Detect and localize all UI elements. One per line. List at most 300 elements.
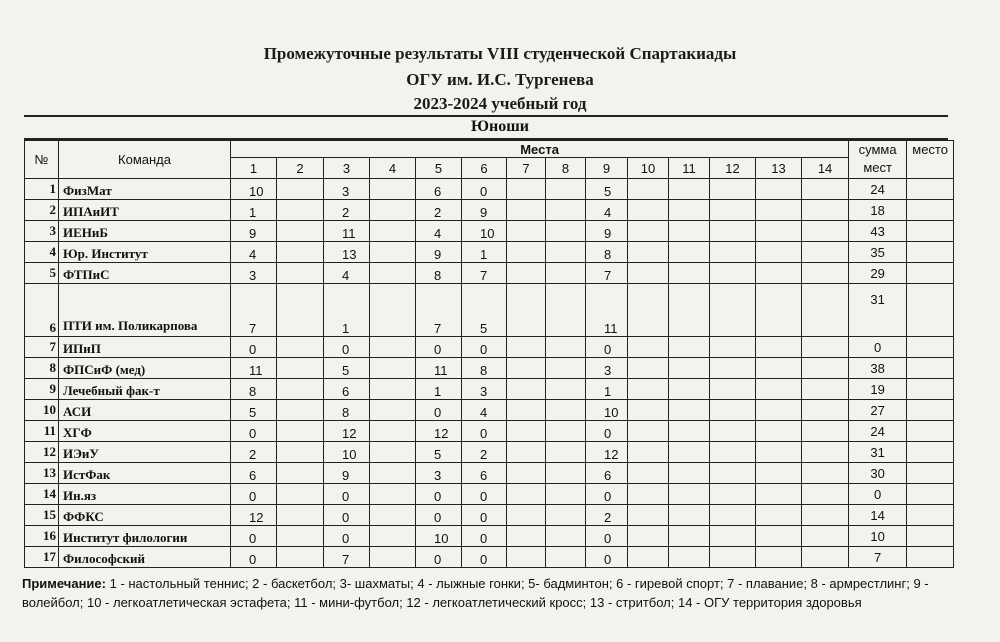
- place-cell: [507, 242, 546, 263]
- row-number: 3: [25, 221, 59, 242]
- place-cell: [507, 547, 546, 568]
- final-place-cell: [907, 547, 954, 568]
- place-cell: 12: [586, 442, 628, 463]
- col-header-sum-line-2: мест: [863, 160, 892, 175]
- place-cell: [370, 547, 416, 568]
- sum-cell: 7: [849, 547, 907, 568]
- place-cell: 6: [416, 179, 462, 200]
- row-number: 7: [25, 337, 59, 358]
- place-cell: 7: [586, 263, 628, 284]
- place-cell: [546, 284, 586, 337]
- place-cell: [628, 505, 669, 526]
- place-cell: [756, 526, 802, 547]
- place-cell: 1: [462, 242, 507, 263]
- place-cell: 0: [462, 337, 507, 358]
- place-cell: [546, 337, 586, 358]
- team-name: ИПиП: [59, 337, 231, 358]
- col-header-places: Места: [231, 141, 849, 158]
- place-cell: 10: [586, 400, 628, 421]
- sum-cell: 30: [849, 463, 907, 484]
- place-cell: [802, 379, 849, 400]
- sum-cell: 27: [849, 400, 907, 421]
- place-cell: [756, 358, 802, 379]
- place-cell: [546, 358, 586, 379]
- place-cell: [507, 284, 546, 337]
- team-name: ИЕНиБ: [59, 221, 231, 242]
- place-cell: [802, 358, 849, 379]
- place-cell: [756, 242, 802, 263]
- place-cell: [756, 463, 802, 484]
- place-cell: 0: [416, 505, 462, 526]
- document-title-line-2: ОГУ им. И.С. Тургенева: [406, 70, 594, 89]
- place-cell: [277, 505, 324, 526]
- place-cell: [277, 379, 324, 400]
- place-cell: 5: [586, 179, 628, 200]
- place-cell: [546, 242, 586, 263]
- final-place-cell: [907, 358, 954, 379]
- table-row: [25, 421, 954, 442]
- place-cell: [756, 200, 802, 221]
- place-cell: [802, 505, 849, 526]
- col-header-team: Команда: [59, 141, 231, 179]
- place-cell: 11: [324, 221, 370, 242]
- sum-cell: 19: [849, 379, 907, 400]
- footnote-text: 1 - настольный теннис; 2 - баскетбол; 3- шахматы; 4 - лыжные гонки; 5- бадминтон; 6 - гиревой спорт; 7 - плавание; 8 - армрестлинг; 9 - волейбол; 10 - легкоатлетическая эстафета; 11 - мини-футбол; 12 - легкоатлетический кросс; 13 - стритбол; 14 - ОГУ территория здоровья: [22, 576, 929, 610]
- place-cell: [370, 263, 416, 284]
- place-cell: [669, 284, 710, 337]
- place-cell: [546, 179, 586, 200]
- place-cell: [710, 400, 756, 421]
- table-row: [25, 358, 954, 379]
- place-cell: 6: [462, 463, 507, 484]
- place-cell: 0: [586, 421, 628, 442]
- final-place-cell: [907, 526, 954, 547]
- place-cell: [546, 505, 586, 526]
- place-cell: 0: [462, 179, 507, 200]
- sport-number-header: 6: [462, 158, 507, 179]
- place-cell: [628, 221, 669, 242]
- final-place-cell: [907, 463, 954, 484]
- team-name: Философский: [59, 547, 231, 568]
- place-cell: [546, 442, 586, 463]
- place-cell: [370, 400, 416, 421]
- place-cell: [370, 179, 416, 200]
- place-cell: [669, 442, 710, 463]
- place-cell: 5: [462, 284, 507, 337]
- place-cell: [507, 179, 546, 200]
- sum-cell: 31: [849, 442, 907, 463]
- place-cell: 2: [324, 200, 370, 221]
- place-cell: 7: [462, 263, 507, 284]
- place-cell: 0: [586, 337, 628, 358]
- place-cell: [669, 547, 710, 568]
- place-cell: [710, 242, 756, 263]
- place-cell: [628, 200, 669, 221]
- table-row: [25, 526, 954, 547]
- place-cell: [669, 263, 710, 284]
- place-cell: [370, 463, 416, 484]
- sum-cell: 24: [849, 421, 907, 442]
- row-number: 5: [25, 263, 59, 284]
- final-place-cell: [907, 263, 954, 284]
- table-row: [25, 263, 954, 284]
- place-cell: [710, 263, 756, 284]
- place-cell: [710, 379, 756, 400]
- table-row: [25, 505, 954, 526]
- place-cell: [546, 463, 586, 484]
- place-cell: 13: [324, 242, 370, 263]
- place-cell: [370, 337, 416, 358]
- place-cell: [710, 337, 756, 358]
- place-cell: 9: [324, 463, 370, 484]
- sport-number-header: 8: [546, 158, 586, 179]
- place-cell: 12: [416, 421, 462, 442]
- team-name: ФПСиФ (мед): [59, 358, 231, 379]
- table-row: [25, 200, 954, 221]
- team-name: ФизМат: [59, 179, 231, 200]
- place-cell: [370, 358, 416, 379]
- place-cell: 1: [231, 200, 277, 221]
- sport-number-header: 14: [802, 158, 849, 179]
- place-cell: [507, 200, 546, 221]
- sport-number-header: 12: [710, 158, 756, 179]
- sum-cell: 14: [849, 505, 907, 526]
- place-cell: 3: [416, 463, 462, 484]
- place-cell: 2: [462, 442, 507, 463]
- final-place-cell: [907, 337, 954, 358]
- place-cell: 2: [416, 200, 462, 221]
- place-cell: 7: [231, 284, 277, 337]
- place-cell: [277, 337, 324, 358]
- place-cell: [546, 379, 586, 400]
- place-cell: 0: [324, 484, 370, 505]
- place-cell: [628, 242, 669, 263]
- place-cell: [628, 484, 669, 505]
- place-cell: 0: [462, 421, 507, 442]
- table-row: [25, 379, 954, 400]
- place-cell: [277, 284, 324, 337]
- place-cell: [756, 547, 802, 568]
- table-row: [25, 547, 954, 568]
- row-number: 13: [25, 463, 59, 484]
- document-title-line-1: Промежуточные результаты VIII студенческой Спартакиады: [263, 44, 737, 63]
- place-cell: [669, 379, 710, 400]
- table-row: [25, 242, 954, 263]
- place-cell: 7: [416, 284, 462, 337]
- place-cell: [370, 379, 416, 400]
- row-number: 16: [25, 526, 59, 547]
- place-cell: 8: [462, 358, 507, 379]
- place-cell: [277, 421, 324, 442]
- place-cell: [277, 526, 324, 547]
- place-cell: [370, 284, 416, 337]
- place-cell: [277, 400, 324, 421]
- table-row: [25, 442, 954, 463]
- place-cell: 11: [231, 358, 277, 379]
- col-header-sum-line-1: сумма: [858, 142, 897, 157]
- place-cell: 9: [586, 221, 628, 242]
- sum-cell: 31: [849, 284, 907, 337]
- place-cell: [669, 505, 710, 526]
- place-cell: 0: [586, 547, 628, 568]
- place-cell: [277, 484, 324, 505]
- team-name: Институт филологии: [59, 526, 231, 547]
- place-cell: 11: [586, 284, 628, 337]
- place-cell: 1: [586, 379, 628, 400]
- place-cell: [507, 263, 546, 284]
- place-cell: [669, 242, 710, 263]
- place-cell: [507, 463, 546, 484]
- place-cell: 4: [324, 263, 370, 284]
- final-place-cell: [907, 484, 954, 505]
- table-row: [25, 284, 954, 337]
- place-cell: [802, 442, 849, 463]
- sum-cell: 35: [849, 242, 907, 263]
- sum-cell: 0: [849, 337, 907, 358]
- final-place-cell: [907, 179, 954, 200]
- place-cell: [628, 284, 669, 337]
- place-cell: [507, 400, 546, 421]
- footnote-label: Примечание:: [22, 576, 106, 591]
- place-cell: [370, 421, 416, 442]
- row-number: 1: [25, 179, 59, 200]
- place-cell: [507, 442, 546, 463]
- place-cell: 10: [462, 221, 507, 242]
- place-cell: [756, 221, 802, 242]
- place-cell: [628, 526, 669, 547]
- place-cell: [802, 463, 849, 484]
- place-cell: [546, 421, 586, 442]
- place-cell: 8: [231, 379, 277, 400]
- sum-cell: 29: [849, 263, 907, 284]
- place-cell: 0: [416, 484, 462, 505]
- row-number: 9: [25, 379, 59, 400]
- divider: [24, 115, 948, 117]
- place-cell: [669, 400, 710, 421]
- place-cell: [802, 221, 849, 242]
- place-cell: [277, 263, 324, 284]
- place-cell: [546, 484, 586, 505]
- place-cell: [802, 284, 849, 337]
- sum-cell: 38: [849, 358, 907, 379]
- place-cell: [756, 284, 802, 337]
- sport-number-header: 1: [231, 158, 277, 179]
- team-name: ИЭиУ: [59, 442, 231, 463]
- sum-cell: 24: [849, 179, 907, 200]
- sport-number-header: 2: [277, 158, 324, 179]
- place-cell: [277, 200, 324, 221]
- place-cell: 1: [324, 284, 370, 337]
- final-place-cell: [907, 442, 954, 463]
- place-cell: [710, 505, 756, 526]
- place-cell: [669, 526, 710, 547]
- sport-number-header: 3: [324, 158, 370, 179]
- place-cell: [277, 463, 324, 484]
- place-cell: [669, 200, 710, 221]
- team-name: ИПАиИТ: [59, 200, 231, 221]
- place-cell: [802, 526, 849, 547]
- place-cell: [628, 400, 669, 421]
- place-cell: [277, 442, 324, 463]
- team-name: Ин.яз: [59, 484, 231, 505]
- place-cell: 0: [462, 505, 507, 526]
- sport-number-header: 13: [756, 158, 802, 179]
- place-cell: [628, 358, 669, 379]
- section-subtitle: Юноши: [471, 118, 529, 135]
- place-cell: 10: [231, 179, 277, 200]
- place-cell: [710, 179, 756, 200]
- place-cell: [710, 421, 756, 442]
- sport-number-header: 7: [507, 158, 546, 179]
- place-cell: 0: [416, 337, 462, 358]
- table-row: [25, 400, 954, 421]
- place-cell: 4: [416, 221, 462, 242]
- place-cell: 0: [586, 484, 628, 505]
- place-cell: [507, 526, 546, 547]
- col-header-place: место: [907, 141, 954, 179]
- place-cell: 0: [324, 337, 370, 358]
- final-place-cell: [907, 505, 954, 526]
- place-cell: [756, 400, 802, 421]
- place-cell: [710, 221, 756, 242]
- place-cell: [628, 379, 669, 400]
- place-cell: [710, 284, 756, 337]
- place-cell: [669, 421, 710, 442]
- place-cell: [546, 221, 586, 242]
- place-cell: [628, 263, 669, 284]
- sport-number-header: 9: [586, 158, 628, 179]
- place-cell: [628, 547, 669, 568]
- team-name: АСИ: [59, 400, 231, 421]
- place-cell: 4: [462, 400, 507, 421]
- sum-cell: 43: [849, 221, 907, 242]
- place-cell: 5: [324, 358, 370, 379]
- final-place-cell: [907, 200, 954, 221]
- place-cell: [802, 242, 849, 263]
- col-header-sum: [849, 141, 907, 179]
- place-cell: 12: [231, 505, 277, 526]
- sum-cell: 18: [849, 200, 907, 221]
- place-cell: [370, 242, 416, 263]
- place-cell: [756, 484, 802, 505]
- place-cell: 0: [231, 421, 277, 442]
- row-number: 8: [25, 358, 59, 379]
- place-cell: [507, 221, 546, 242]
- place-cell: 4: [231, 242, 277, 263]
- place-cell: 0: [462, 526, 507, 547]
- row-number: 17: [25, 547, 59, 568]
- place-cell: [546, 400, 586, 421]
- place-cell: [669, 221, 710, 242]
- row-number: 12: [25, 442, 59, 463]
- table-row: [25, 221, 954, 242]
- row-number: 4: [25, 242, 59, 263]
- place-cell: 10: [324, 442, 370, 463]
- place-cell: 7: [324, 547, 370, 568]
- place-cell: [628, 442, 669, 463]
- place-cell: [710, 526, 756, 547]
- team-name: ФФКС: [59, 505, 231, 526]
- place-cell: [370, 200, 416, 221]
- place-cell: [669, 463, 710, 484]
- place-cell: [669, 179, 710, 200]
- sport-number-header: 11: [669, 158, 710, 179]
- place-cell: [710, 200, 756, 221]
- sport-number-header: 4: [370, 158, 416, 179]
- place-cell: [277, 242, 324, 263]
- place-cell: 3: [586, 358, 628, 379]
- place-cell: [710, 358, 756, 379]
- place-cell: 9: [416, 242, 462, 263]
- place-cell: [370, 505, 416, 526]
- place-cell: 3: [231, 263, 277, 284]
- place-cell: 9: [231, 221, 277, 242]
- place-cell: [710, 463, 756, 484]
- place-cell: 5: [231, 400, 277, 421]
- place-cell: [756, 442, 802, 463]
- place-cell: [802, 179, 849, 200]
- place-cell: [710, 547, 756, 568]
- place-cell: [756, 179, 802, 200]
- row-number: 2: [25, 200, 59, 221]
- place-cell: [669, 337, 710, 358]
- place-cell: [507, 379, 546, 400]
- place-cell: 5: [416, 442, 462, 463]
- place-cell: [507, 505, 546, 526]
- place-cell: [802, 337, 849, 358]
- place-cell: 6: [324, 379, 370, 400]
- row-number: 10: [25, 400, 59, 421]
- place-cell: 8: [324, 400, 370, 421]
- row-number: 14: [25, 484, 59, 505]
- place-cell: 2: [231, 442, 277, 463]
- place-cell: [370, 442, 416, 463]
- place-cell: [277, 547, 324, 568]
- place-cell: [546, 526, 586, 547]
- final-place-cell: [907, 400, 954, 421]
- place-cell: [628, 337, 669, 358]
- place-cell: [802, 484, 849, 505]
- table-row: [25, 337, 954, 358]
- footnote: [22, 574, 982, 612]
- place-cell: [802, 421, 849, 442]
- sum-cell: 10: [849, 526, 907, 547]
- place-cell: 9: [462, 200, 507, 221]
- place-cell: [277, 179, 324, 200]
- place-cell: 6: [231, 463, 277, 484]
- place-cell: [710, 442, 756, 463]
- place-cell: [710, 484, 756, 505]
- final-place-cell: [907, 242, 954, 263]
- team-name: ХГФ: [59, 421, 231, 442]
- place-cell: [507, 337, 546, 358]
- team-name: ФТПиС: [59, 263, 231, 284]
- team-name: Лечебный фак-т: [59, 379, 231, 400]
- place-cell: [507, 484, 546, 505]
- team-name: Юр. Институт: [59, 242, 231, 263]
- team-name: ПТИ им. Поликарпова: [59, 284, 231, 337]
- place-cell: [546, 547, 586, 568]
- table-row: [25, 484, 954, 505]
- place-cell: [370, 484, 416, 505]
- place-cell: [669, 484, 710, 505]
- place-cell: [756, 505, 802, 526]
- place-cell: 3: [462, 379, 507, 400]
- place-cell: 12: [324, 421, 370, 442]
- place-cell: [628, 421, 669, 442]
- place-cell: 0: [231, 547, 277, 568]
- row-number: 11: [25, 421, 59, 442]
